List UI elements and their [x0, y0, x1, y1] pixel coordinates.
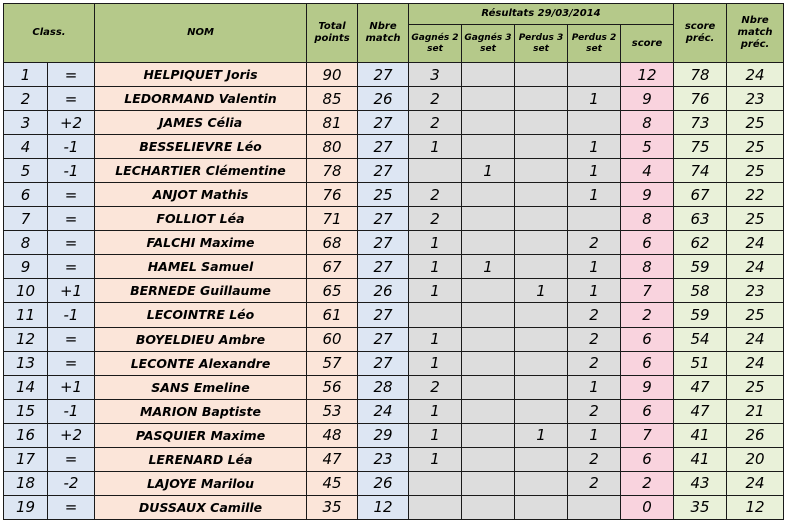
header-resultats: Résultats 29/03/2014 — [409, 4, 674, 25]
table-row — [4, 375, 784, 399]
cell-evolution: = — [48, 495, 95, 519]
cell-perdus-2-set: 1 — [568, 375, 621, 399]
header-perdus-2-set: Perdus 2 set — [568, 25, 621, 63]
cell-score: 6 — [621, 351, 674, 375]
cell-nbre-match: 27 — [358, 135, 409, 159]
cell-total-points: 48 — [307, 423, 358, 447]
cell-score: 7 — [621, 423, 674, 447]
cell-rank: 19 — [4, 495, 48, 519]
cell-evolution: = — [48, 87, 95, 111]
cell-score: 8 — [621, 255, 674, 279]
cell-score-prec: 41 — [674, 423, 727, 447]
cell-score-prec: 59 — [674, 303, 727, 327]
cell-perdus-3-set — [515, 63, 568, 87]
cell-perdus-2-set: 2 — [568, 303, 621, 327]
cell-gagnes-3-set — [462, 183, 515, 207]
cell-name: ANJOT Mathis — [95, 183, 307, 207]
cell-total-points: 90 — [307, 63, 358, 87]
cell-perdus-3-set — [515, 375, 568, 399]
cell-gagnes-2-set: 1 — [409, 279, 462, 303]
cell-gagnes-2-set — [409, 495, 462, 519]
cell-score: 9 — [621, 87, 674, 111]
cell-name: BESSELIEVRE Léo — [95, 135, 307, 159]
cell-perdus-3-set — [515, 207, 568, 231]
table-row — [4, 63, 784, 87]
table-row — [4, 279, 784, 303]
cell-perdus-2-set: 1 — [568, 423, 621, 447]
cell-name: FALCHI Maxime — [95, 231, 307, 255]
cell-perdus-2-set — [568, 111, 621, 135]
cell-score-prec: 41 — [674, 447, 727, 471]
cell-gagnes-3-set: 1 — [462, 255, 515, 279]
header-score-prec: score préc. — [674, 4, 727, 63]
cell-name: LERENARD Léa — [95, 447, 307, 471]
cell-nbre-match-prec: 24 — [727, 471, 784, 495]
cell-perdus-2-set: 2 — [568, 399, 621, 423]
cell-perdus-3-set: 1 — [515, 423, 568, 447]
cell-gagnes-3-set — [462, 351, 515, 375]
cell-name: BOYELDIEU Ambre — [95, 327, 307, 351]
cell-score-prec: 76 — [674, 87, 727, 111]
cell-name: PASQUIER Maxime — [95, 423, 307, 447]
cell-gagnes-3-set — [462, 495, 515, 519]
cell-gagnes-3-set — [462, 447, 515, 471]
cell-score: 8 — [621, 207, 674, 231]
cell-nbre-match: 26 — [358, 279, 409, 303]
cell-score-prec: 59 — [674, 255, 727, 279]
cell-perdus-2-set: 1 — [568, 159, 621, 183]
cell-rank: 5 — [4, 159, 48, 183]
cell-nbre-match: 26 — [358, 87, 409, 111]
cell-score: 2 — [621, 471, 674, 495]
header-score: score — [621, 25, 674, 63]
cell-perdus-2-set: 2 — [568, 327, 621, 351]
cell-score-prec: 58 — [674, 279, 727, 303]
cell-score: 9 — [621, 183, 674, 207]
cell-perdus-3-set — [515, 303, 568, 327]
cell-evolution: -1 — [48, 399, 95, 423]
cell-evolution: = — [48, 447, 95, 471]
cell-evolution: = — [48, 231, 95, 255]
cell-nbre-match-prec: 20 — [727, 447, 784, 471]
cell-total-points: 71 — [307, 207, 358, 231]
cell-score: 2 — [621, 303, 674, 327]
cell-perdus-3-set — [515, 495, 568, 519]
cell-gagnes-2-set: 2 — [409, 183, 462, 207]
table-row — [4, 471, 784, 495]
cell-rank: 18 — [4, 471, 48, 495]
cell-total-points: 56 — [307, 375, 358, 399]
cell-nbre-match-prec: 23 — [727, 87, 784, 111]
cell-gagnes-2-set: 2 — [409, 207, 462, 231]
cell-nbre-match-prec: 26 — [727, 423, 784, 447]
cell-perdus-3-set — [515, 399, 568, 423]
cell-name: LEDORMAND Valentin — [95, 87, 307, 111]
cell-nbre-match: 27 — [358, 231, 409, 255]
cell-nbre-match: 27 — [358, 63, 409, 87]
cell-evolution: = — [48, 351, 95, 375]
cell-perdus-2-set — [568, 63, 621, 87]
cell-perdus-2-set: 2 — [568, 447, 621, 471]
cell-evolution: +2 — [48, 111, 95, 135]
cell-score: 0 — [621, 495, 674, 519]
cell-perdus-2-set — [568, 495, 621, 519]
cell-perdus-3-set — [515, 87, 568, 111]
cell-score-prec: 67 — [674, 183, 727, 207]
cell-evolution: = — [48, 255, 95, 279]
cell-perdus-2-set: 1 — [568, 279, 621, 303]
cell-score: 5 — [621, 135, 674, 159]
cell-score-prec: 43 — [674, 471, 727, 495]
cell-gagnes-2-set: 1 — [409, 231, 462, 255]
cell-perdus-3-set — [515, 351, 568, 375]
cell-gagnes-2-set — [409, 159, 462, 183]
cell-gagnes-3-set — [462, 423, 515, 447]
cell-perdus-2-set — [568, 207, 621, 231]
cell-score: 6 — [621, 447, 674, 471]
table-row — [4, 159, 784, 183]
header-row-top — [4, 4, 784, 25]
cell-evolution: -1 — [48, 303, 95, 327]
cell-perdus-3-set — [515, 447, 568, 471]
cell-gagnes-2-set: 1 — [409, 255, 462, 279]
cell-total-points: 45 — [307, 471, 358, 495]
cell-nbre-match: 27 — [358, 327, 409, 351]
cell-gagnes-2-set: 1 — [409, 135, 462, 159]
cell-gagnes-3-set — [462, 135, 515, 159]
cell-rank: 15 — [4, 399, 48, 423]
cell-gagnes-3-set — [462, 207, 515, 231]
cell-total-points: 53 — [307, 399, 358, 423]
cell-gagnes-2-set: 2 — [409, 375, 462, 399]
cell-name: LECONTE Alexandre — [95, 351, 307, 375]
cell-nbre-match: 27 — [358, 303, 409, 327]
cell-rank: 12 — [4, 327, 48, 351]
cell-nbre-match-prec: 24 — [727, 255, 784, 279]
cell-nbre-match-prec: 24 — [727, 351, 784, 375]
cell-gagnes-3-set — [462, 63, 515, 87]
cell-gagnes-2-set: 1 — [409, 423, 462, 447]
cell-nbre-match-prec: 21 — [727, 399, 784, 423]
cell-total-points: 81 — [307, 111, 358, 135]
cell-total-points: 67 — [307, 255, 358, 279]
cell-nbre-match: 27 — [358, 207, 409, 231]
cell-gagnes-2-set: 2 — [409, 111, 462, 135]
cell-rank: 4 — [4, 135, 48, 159]
cell-perdus-3-set — [515, 183, 568, 207]
cell-perdus-2-set: 2 — [568, 471, 621, 495]
header-gagnes-2-set: Gagnés 2 set — [409, 25, 462, 63]
cell-gagnes-3-set — [462, 375, 515, 399]
cell-score: 8 — [621, 111, 674, 135]
cell-perdus-3-set — [515, 255, 568, 279]
cell-total-points: 80 — [307, 135, 358, 159]
cell-nbre-match-prec: 25 — [727, 207, 784, 231]
cell-gagnes-2-set: 1 — [409, 351, 462, 375]
cell-score-prec: 35 — [674, 495, 727, 519]
cell-nbre-match-prec: 24 — [727, 327, 784, 351]
cell-nbre-match-prec: 12 — [727, 495, 784, 519]
cell-total-points: 61 — [307, 303, 358, 327]
cell-nbre-match-prec: 25 — [727, 135, 784, 159]
cell-rank: 10 — [4, 279, 48, 303]
table-row — [4, 423, 784, 447]
cell-name: DUSSAUX Camille — [95, 495, 307, 519]
cell-total-points: 57 — [307, 351, 358, 375]
cell-score-prec: 54 — [674, 327, 727, 351]
cell-nbre-match-prec: 25 — [727, 375, 784, 399]
cell-score: 12 — [621, 63, 674, 87]
cell-nbre-match: 27 — [358, 159, 409, 183]
cell-nbre-match-prec: 22 — [727, 183, 784, 207]
cell-name: SANS Emeline — [95, 375, 307, 399]
cell-name: MARION Baptiste — [95, 399, 307, 423]
cell-rank: 14 — [4, 375, 48, 399]
cell-evolution: +2 — [48, 423, 95, 447]
cell-evolution: = — [48, 63, 95, 87]
cell-score: 4 — [621, 159, 674, 183]
cell-rank: 16 — [4, 423, 48, 447]
cell-nbre-match: 27 — [358, 351, 409, 375]
header-perdus-3-set: Perdus 3 set — [515, 25, 568, 63]
cell-name: FOLLIOT Léa — [95, 207, 307, 231]
cell-evolution: = — [48, 183, 95, 207]
table-row — [4, 111, 784, 135]
cell-rank: 13 — [4, 351, 48, 375]
cell-total-points: 78 — [307, 159, 358, 183]
cell-nbre-match: 25 — [358, 183, 409, 207]
cell-gagnes-2-set: 3 — [409, 63, 462, 87]
cell-perdus-2-set: 1 — [568, 87, 621, 111]
cell-nbre-match-prec: 24 — [727, 63, 784, 87]
cell-gagnes-3-set — [462, 111, 515, 135]
cell-total-points: 76 — [307, 183, 358, 207]
cell-name: HELPIQUET Joris — [95, 63, 307, 87]
cell-score: 6 — [621, 231, 674, 255]
cell-evolution: -2 — [48, 471, 95, 495]
cell-perdus-2-set: 2 — [568, 351, 621, 375]
cell-nbre-match: 12 — [358, 495, 409, 519]
ranking-rows — [4, 63, 784, 520]
table-row — [4, 495, 784, 519]
table-row — [4, 447, 784, 471]
cell-name: LECOINTRE Léo — [95, 303, 307, 327]
cell-perdus-2-set: 1 — [568, 183, 621, 207]
cell-nbre-match-prec: 25 — [727, 111, 784, 135]
cell-score-prec: 47 — [674, 399, 727, 423]
cell-score: 9 — [621, 375, 674, 399]
cell-perdus-3-set: 1 — [515, 279, 568, 303]
cell-nbre-match: 27 — [358, 111, 409, 135]
cell-nbre-match-prec: 25 — [727, 303, 784, 327]
cell-score: 7 — [621, 279, 674, 303]
cell-nbre-match: 26 — [358, 471, 409, 495]
cell-gagnes-2-set — [409, 303, 462, 327]
cell-total-points: 35 — [307, 495, 358, 519]
cell-nbre-match: 29 — [358, 423, 409, 447]
cell-total-points: 85 — [307, 87, 358, 111]
cell-perdus-2-set: 2 — [568, 231, 621, 255]
cell-evolution: = — [48, 207, 95, 231]
cell-score-prec: 75 — [674, 135, 727, 159]
cell-gagnes-3-set — [462, 327, 515, 351]
cell-total-points: 47 — [307, 447, 358, 471]
cell-rank: 7 — [4, 207, 48, 231]
table-row — [4, 231, 784, 255]
cell-perdus-3-set — [515, 111, 568, 135]
ranking-table — [3, 3, 784, 520]
table-row — [4, 183, 784, 207]
cell-gagnes-3-set — [462, 399, 515, 423]
header-nom: NOM — [95, 4, 307, 63]
cell-perdus-2-set: 1 — [568, 255, 621, 279]
cell-total-points: 68 — [307, 231, 358, 255]
cell-score-prec: 78 — [674, 63, 727, 87]
cell-total-points: 65 — [307, 279, 358, 303]
cell-name: LAJOYE Marilou — [95, 471, 307, 495]
cell-perdus-3-set — [515, 327, 568, 351]
cell-gagnes-3-set — [462, 303, 515, 327]
table-row — [4, 87, 784, 111]
cell-gagnes-3-set: 1 — [462, 159, 515, 183]
cell-perdus-2-set: 1 — [568, 135, 621, 159]
cell-score: 6 — [621, 399, 674, 423]
cell-nbre-match: 28 — [358, 375, 409, 399]
cell-gagnes-2-set: 2 — [409, 87, 462, 111]
cell-rank: 9 — [4, 255, 48, 279]
header-classement: Class. — [4, 4, 95, 63]
cell-score-prec: 63 — [674, 207, 727, 231]
cell-rank: 1 — [4, 63, 48, 87]
cell-nbre-match: 24 — [358, 399, 409, 423]
cell-score-prec: 47 — [674, 375, 727, 399]
cell-perdus-3-set — [515, 471, 568, 495]
cell-score-prec: 51 — [674, 351, 727, 375]
cell-gagnes-2-set: 1 — [409, 399, 462, 423]
table-row — [4, 351, 784, 375]
cell-nbre-match-prec: 23 — [727, 279, 784, 303]
cell-gagnes-2-set — [409, 471, 462, 495]
cell-evolution: -1 — [48, 135, 95, 159]
table-row — [4, 207, 784, 231]
header-total-points: Total points — [307, 4, 358, 63]
cell-perdus-3-set — [515, 135, 568, 159]
cell-evolution: +1 — [48, 279, 95, 303]
cell-total-points: 60 — [307, 327, 358, 351]
cell-score-prec: 74 — [674, 159, 727, 183]
cell-nbre-match-prec: 24 — [727, 231, 784, 255]
table-row — [4, 399, 784, 423]
cell-nbre-match: 27 — [358, 255, 409, 279]
cell-score: 6 — [621, 327, 674, 351]
header-nbre-match: Nbre match — [358, 4, 409, 63]
table-row — [4, 255, 784, 279]
cell-rank: 17 — [4, 447, 48, 471]
cell-nbre-match-prec: 25 — [727, 159, 784, 183]
cell-gagnes-3-set — [462, 231, 515, 255]
cell-perdus-3-set — [515, 159, 568, 183]
cell-gagnes-3-set — [462, 87, 515, 111]
cell-evolution: -1 — [48, 159, 95, 183]
cell-score-prec: 73 — [674, 111, 727, 135]
cell-rank: 8 — [4, 231, 48, 255]
cell-rank: 11 — [4, 303, 48, 327]
cell-rank: 6 — [4, 183, 48, 207]
cell-name: HAMEL Samuel — [95, 255, 307, 279]
cell-gagnes-2-set: 1 — [409, 447, 462, 471]
header-gagnes-3-set: Gagnés 3 set — [462, 25, 515, 63]
cell-gagnes-3-set — [462, 279, 515, 303]
table-row — [4, 303, 784, 327]
table-row — [4, 135, 784, 159]
cell-name: LECHARTIER Clémentine — [95, 159, 307, 183]
cell-gagnes-3-set — [462, 471, 515, 495]
table-row — [4, 327, 784, 351]
cell-perdus-3-set — [515, 231, 568, 255]
header-nbre-match-prec: Nbre match préc. — [727, 4, 784, 63]
cell-rank: 2 — [4, 87, 48, 111]
cell-nbre-match: 23 — [358, 447, 409, 471]
cell-evolution: +1 — [48, 375, 95, 399]
cell-name: JAMES Célia — [95, 111, 307, 135]
cell-gagnes-2-set: 1 — [409, 327, 462, 351]
cell-evolution: = — [48, 327, 95, 351]
cell-name: BERNEDE Guillaume — [95, 279, 307, 303]
cell-rank: 3 — [4, 111, 48, 135]
cell-score-prec: 62 — [674, 231, 727, 255]
